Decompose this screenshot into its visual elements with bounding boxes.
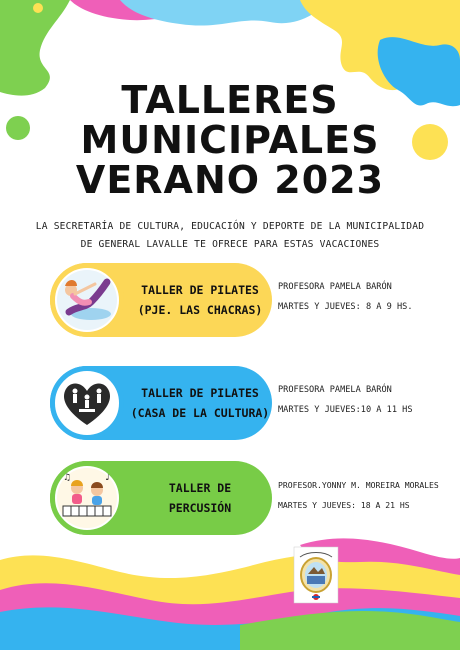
intro-line: LA SECRETARÍA DE CULTURA, EDUCACIÓN Y DEPORTE DE LA MUNICIPALIDAD bbox=[35, 221, 425, 232]
workshop-title bbox=[128, 263, 272, 337]
workshop-title-line: PERCUSIÓN bbox=[168, 501, 232, 515]
workshop-teacher: PROFESORA PAMELA BARÓN bbox=[278, 385, 392, 395]
title-line: MUNICIPALES bbox=[80, 118, 380, 162]
pilates-silhouettes-icon bbox=[50, 366, 124, 440]
intro-text bbox=[20, 218, 440, 254]
pilates-woman-icon bbox=[50, 263, 124, 337]
kids-music-icon bbox=[50, 461, 124, 535]
workshop-title-line: TALLER DE PILATES bbox=[141, 386, 259, 400]
workshop-details bbox=[278, 475, 458, 515]
workshop-pilates-casa-cultura bbox=[50, 366, 450, 444]
workshop-title bbox=[128, 461, 272, 535]
title-line: VERANO 2023 bbox=[75, 158, 385, 202]
workshop-schedule: MARTES Y JUEVES: 8 A 9 HS. bbox=[278, 302, 413, 312]
title-line: TALLERES bbox=[121, 78, 339, 122]
workshop-title bbox=[128, 366, 272, 440]
municipal-seal-icon bbox=[292, 545, 340, 605]
poster-title bbox=[0, 80, 460, 200]
workshop-details bbox=[278, 277, 458, 317]
svg-text:♪: ♪ bbox=[105, 472, 112, 483]
workshop-schedule: MARTES Y JUEVES:10 A 11 HS bbox=[278, 405, 413, 415]
workshop-title-line: TALLER DE bbox=[168, 481, 232, 495]
workshop-teacher: PROFESORA PAMELA BARÓN bbox=[278, 282, 392, 292]
intro-line: DE GENERAL LAVALLE TE OFRECE PARA ESTAS VACACIONES bbox=[80, 239, 380, 250]
workshop-title-line: (CASA DE LA CULTURA) bbox=[130, 406, 270, 420]
workshop-title-line: (PJE. LAS CHACRAS) bbox=[137, 303, 263, 317]
workshop-pilates-chacras bbox=[50, 263, 450, 341]
svg-text:♫: ♫ bbox=[63, 473, 72, 483]
workshop-percusion bbox=[50, 461, 450, 539]
workshop-title-line: TALLER DE PILATES bbox=[141, 283, 259, 297]
workshop-teacher: PROFESOR.YONNY M. MOREIRA MORALES bbox=[278, 480, 439, 490]
workshop-details bbox=[278, 380, 458, 420]
workshop-schedule: MARTES Y JUEVES: 18 A 21 HS bbox=[278, 500, 410, 510]
